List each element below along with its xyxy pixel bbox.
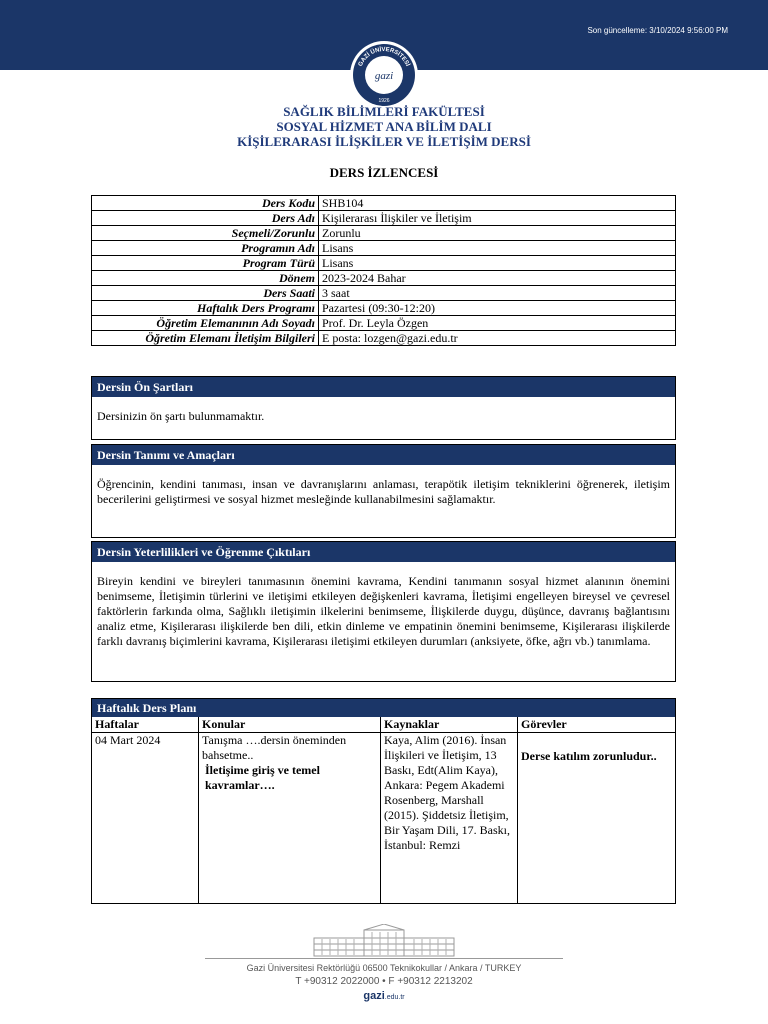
info-row [92,241,676,256]
sources-cell: Kaya, Alim (2016). İnsan İlişkileri ve İletişim, 13 Baskı, Edt(Alim Kaya), Ankara: Pegem Akademi Rosenberg, Marshall (2015). Şiddetsiz İletişim, Bir Yaşam Dili, 17. Baskı, İstanbul: Remzi [381,733,518,904]
topic-cell [199,733,381,904]
course-title: KİŞİLERARASI İLİŞKİLER VE İLETİŞİM DERSİ [237,134,531,149]
week-cell: 04 Mart 2024 [92,733,199,904]
info-value: 2023-2024 Bahar [319,271,676,286]
document-title: DERS İZLENCESİ [329,165,439,180]
info-value: Kişilerarası İlişkiler ve İletişim [319,211,676,226]
section-heading: Dersin Yeterlilikleri ve Öğrenme Çıktıları [92,542,675,562]
info-value: Prof. Dr. Leyla Özgen [319,316,676,331]
info-row [92,301,676,316]
info-row [92,256,676,271]
info-value: E posta: lozgen@gazi.edu.tr [319,331,676,346]
info-value: SHB104 [319,196,676,211]
outcomes-section [91,541,676,682]
info-key: Program Türü [92,256,319,271]
course-info-table [91,195,676,346]
department-title: SOSYAL HİZMET ANA BİLİM DALI [276,119,492,134]
section-body: Dersinizin ön şartı bulunmamaktır. [97,409,265,423]
prerequisites-section [91,376,676,440]
info-row [92,211,676,226]
footer-divider [205,958,563,959]
plan-table [92,717,675,903]
info-value: Lisans [319,256,676,271]
info-key: Ders Kodu [92,196,319,211]
faculty-title: SAĞLIK BİLİMLERİ FAKÜLTESİ [283,104,485,119]
info-row [92,226,676,241]
col-topics: Konular [199,717,381,733]
university-seal-icon [349,40,419,110]
info-key: Programın Adı [92,241,319,256]
plan-heading: Haftalık Ders Planı [92,699,675,717]
building-icon [310,924,458,958]
seal-script: gazi [374,70,394,82]
col-tasks: Görevler [518,717,676,733]
info-value: Zorunlu [319,226,676,241]
task-cell [518,733,676,904]
topic-bold: İletişime giriş ve temel kavramlar…. [205,763,320,792]
info-key: Haftalık Ders Programı [92,301,319,316]
info-row [92,286,676,301]
footer-phone: T +90312 2022000 • F +90312 2213202 [295,976,473,987]
info-value: Pazartesi (09:30-12:20) [319,301,676,316]
info-value: Lisans [319,241,676,256]
footer-web-main: gazi [363,990,385,1002]
info-key: Öğretim Elemanı İletişim Bilgileri [92,331,319,346]
info-row [92,331,676,346]
info-row [92,271,676,286]
task-text: Derse katılım zorunludur.. [521,749,657,763]
topic-text: Tanışma ….dersin öneminden bahsetme.. [202,733,347,762]
seal-text: GAZİ ÜNİVERSİTESİ [357,46,411,68]
section-heading: Dersin Tanımı ve Amaçları [92,445,675,465]
footer-web-tld: .edu.tr [384,994,405,1001]
info-key: Dönem [92,271,319,286]
col-weeks: Haftalar [92,717,199,733]
info-key: Öğretim Elemanının Adı Soyadı [92,316,319,331]
info-value: 3 saat [319,286,676,301]
info-row [92,196,676,211]
section-body: Bireyin kendini ve bireyleri tanımasının önemini kavrama, Kendini tanımanın sosyal hizmet alanının önemini benimseme, İletişimin türlerini ve iletişimi etkileyen değişkenleri kavrama, İletişimi engelleyen bireysel ve çevresel faktörlerin farkında olma, Sağlıklı iletişimin ilkelerini benimseme, İlişkilerde duygu, düşünce, davranış bağlantısını analiz etme, Kişilerarası ilişkilerde ben dili, etkin dinleme ve empatinin önemini benimseme, Kişilerarası ilişkilerde farklı davranış biçimlerini kavrama, Kişilerarası iletişimi etkileyen durumları (anksiyete, öfke, ağrı vb.) tanımlama. [97,574,670,648]
col-sources: Kaynaklar [381,717,518,733]
footer-address: Gazi Üniversitesi Rektörlüğü 06500 Teknikokullar / Ankara / TURKEY [246,963,522,973]
footer-web[interactable] [0,990,768,1002]
plan-header-row [92,717,675,733]
info-key: Ders Saati [92,286,319,301]
table-row [92,733,675,904]
weekly-plan [91,698,676,904]
info-key: Ders Adı [92,211,319,226]
seal-year: 1926 [378,98,390,104]
info-row [92,316,676,331]
info-key: Seçmeli/Zorunlu [92,226,319,241]
section-heading: Dersin Ön Şartları [92,377,675,397]
description-section [91,444,676,538]
section-body: Öğrencinin, kendini tanıması, insan ve davranışlarını anlaması, terapötik iletişim tekniklerini öğrenerek, iletişim becerilerini geliştirmesi ve sosyal hizmet mesleğinde kullanabilmesini sağlamaktır. [97,477,670,506]
last-updated: Son güncelleme: 3/10/2024 9:56:00 PM [587,26,728,35]
